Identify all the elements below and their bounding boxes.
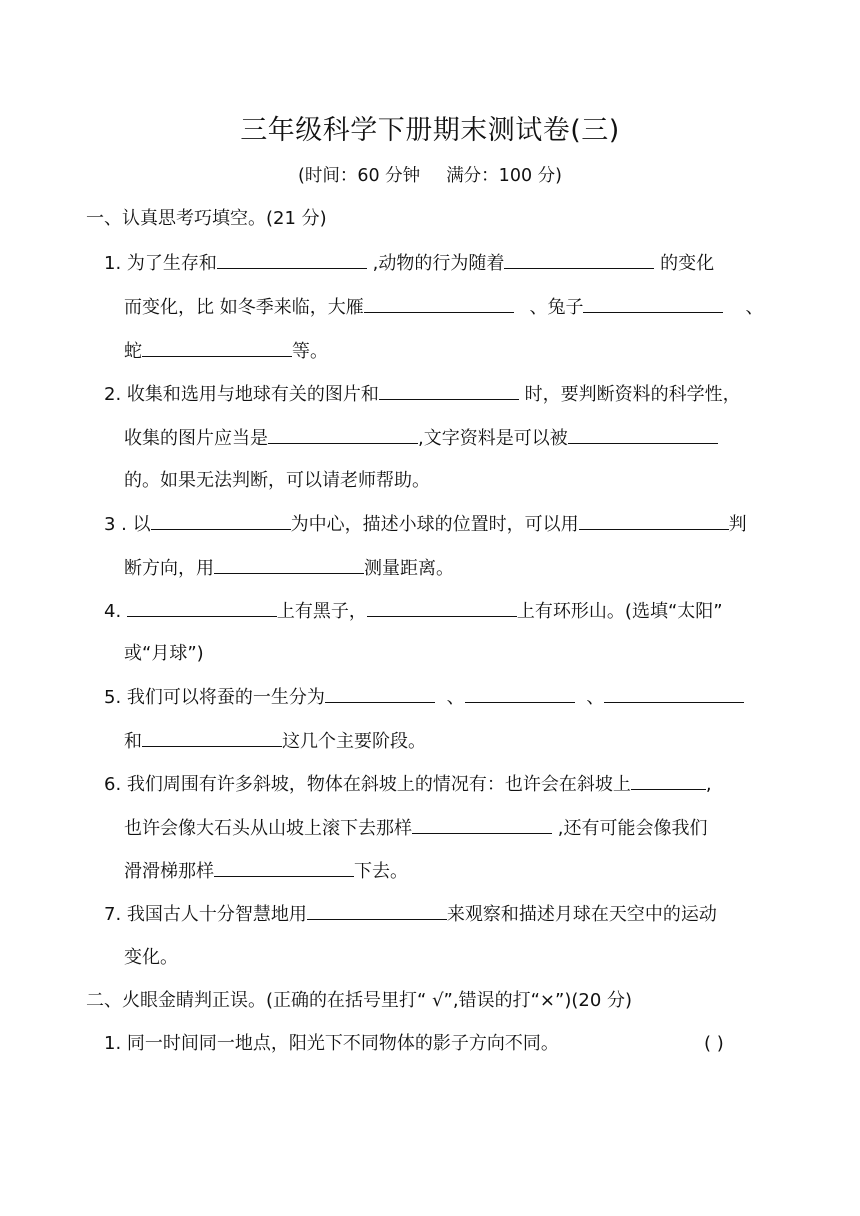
- question-number: 1.: [104, 1033, 122, 1054]
- question-6-line-1: 6. 我们周围有许多斜坡，物体在斜坡上的情况有：也许会在斜坡上 ,: [104, 771, 712, 798]
- answer-parentheses[interactable]: ( ): [704, 1033, 724, 1054]
- question-number: 2.: [104, 384, 122, 405]
- section-heading-true-false: 二、火眼金睛判正误。(正确的在括号里打“ √”,错误的打“×”)(20 分): [86, 990, 633, 1011]
- question-number: 6.: [104, 774, 122, 795]
- answer-blank[interactable]: [214, 858, 354, 877]
- exam-info: [0, 162, 860, 187]
- question-number: 7.: [104, 904, 122, 925]
- question-2-line-1: 2. 收集和选用与地球有关的图片和 时，要判断资料的科学性，: [104, 381, 741, 408]
- answer-blank[interactable]: [583, 294, 723, 313]
- question-5-line-2: 和 这几个主要阶段。: [124, 728, 426, 755]
- section-heading-fill-blank: 一、认真思考巧填空。(21 分): [86, 208, 327, 229]
- question-number: 3 .: [104, 514, 127, 535]
- question-number: 4.: [104, 601, 122, 622]
- answer-blank[interactable]: [142, 728, 282, 747]
- answer-blank[interactable]: [268, 425, 418, 444]
- answer-blank[interactable]: [604, 684, 744, 703]
- tf-question-1: 1. 同一时间同一地点，阳光下不同物体的影子方向不同。: [104, 1033, 559, 1054]
- question-1-line-1: 1. 为了生存和 ,动物的行为随着 的变化: [104, 250, 714, 277]
- question-5-line-1: 5. 我们可以将蚕的一生分为 、 、: [104, 684, 744, 711]
- answer-blank[interactable]: [504, 250, 654, 269]
- question-7-line-1: 7. 我国古人十分智慧地用 来观察和描述月球在天空中的运动: [104, 901, 717, 928]
- answer-blank[interactable]: [217, 250, 367, 269]
- answer-blank[interactable]: [151, 511, 291, 530]
- answer-blank[interactable]: [214, 555, 364, 574]
- full-score: 满分：100 分): [446, 166, 562, 186]
- question-4-line-2: 或“月球”): [124, 643, 204, 664]
- answer-blank[interactable]: [379, 381, 519, 400]
- question-number: 1.: [104, 253, 122, 274]
- answer-blank[interactable]: [465, 684, 575, 703]
- question-2-line-2: 收集的图片应当是 ,文字资料是可以被: [124, 425, 718, 452]
- answer-blank[interactable]: [412, 815, 552, 834]
- answer-blank[interactable]: [367, 598, 517, 617]
- question-number: 5.: [104, 687, 122, 708]
- question-1-line-2: 而变化，比 如冬季来临，大雁 、兔子 、: [124, 294, 763, 321]
- question-3-line-1: 3 . 以 为中心，描述小球的位置时，可以用 判: [104, 511, 747, 538]
- question-3-line-2: 断方向，用 测量距离。: [124, 555, 454, 582]
- answer-blank[interactable]: [127, 598, 277, 617]
- question-4-line-1: 4. 上有黑子， 上有环形山。(选填“太阳”: [104, 598, 723, 625]
- answer-blank[interactable]: [142, 338, 292, 357]
- question-6-line-2: 也许会像大石头从山坡上滚下去那样 ,还有可能会像我们: [124, 815, 707, 842]
- page-title: 三年级科学下册期末测试卷(三): [240, 115, 620, 146]
- question-1-line-3: 蛇 等。: [124, 338, 328, 365]
- answer-blank[interactable]: [325, 684, 435, 703]
- answer-blank[interactable]: [307, 901, 447, 920]
- answer-blank[interactable]: [631, 771, 706, 790]
- question-2-line-3: 的。如果无法判断，可以请老师帮助。: [124, 470, 430, 491]
- answer-blank[interactable]: [364, 294, 514, 313]
- time-limit: (时间：60 分钟: [298, 166, 421, 186]
- question-7-line-2: 变化。: [124, 947, 178, 968]
- question-6-line-3: 滑滑梯那样 下去。: [124, 858, 408, 885]
- answer-blank[interactable]: [579, 511, 729, 530]
- answer-blank[interactable]: [568, 425, 718, 444]
